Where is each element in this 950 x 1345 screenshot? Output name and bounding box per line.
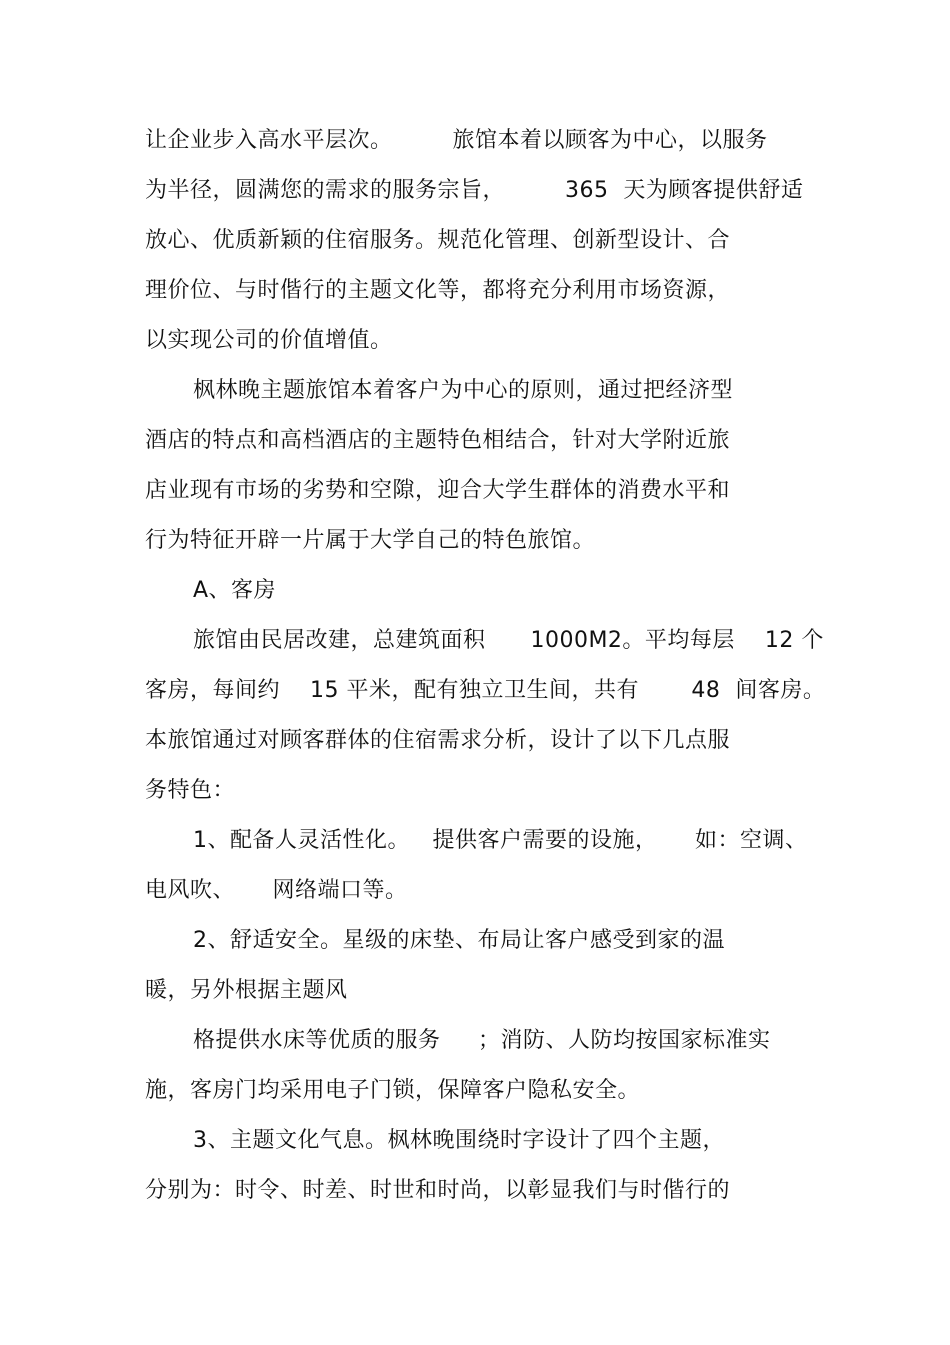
text-line-13: 本旅馆通过对顾客群体的住宿需求分析，设计了以下几点服 [145,728,731,753]
text-line-16: 电风吹、 网络端口等。 [145,878,408,903]
text-line-15: 1、配备人灵活性化。 提供客户需要的设施， 如：空调、 [193,828,808,853]
text-line-11: 旅馆由民居改建，总建筑面积 1000M2。平均每层 12 个 [193,628,824,653]
text-line-12: 客房，每间约 15 平米，配有独立卫生间，共有 48 间客房。 [145,678,826,703]
text-line-7: 酒店的特点和高档酒店的主题特色相结合，针对大学附近旅 [145,428,731,453]
text-line-17: 2、舒适安全。星级的床垫、布局让客户感受到家的温 [193,928,725,953]
text-line-20: 施，客房门均采用电子门锁，保障客户隐私安全。 [145,1078,641,1103]
text-line-21: 3、主题文化气息。枫林晚围绕时字设计了四个主题， [193,1128,725,1153]
text-line-19: 格提供水床等优质的服务 ；消防、人防均按国家标准实 [193,1028,771,1053]
text-line-3: 放心、优质新颖的住宿服务。规范化管理、创新型设计、合 [145,228,731,253]
text-line-14: 务特色： [145,778,236,803]
text-line-1: 让企业步入高水平层次。 旅馆本着以顾客为中心，以服务 [145,128,768,153]
text-line-5: 以实现公司的价值增值。 [145,328,393,353]
text-line-8: 店业现有市场的劣势和空隙，迎合大学生群体的消费水平和 [145,478,731,503]
text-line-9: 行为特征开辟一片属于大学自己的特色旅馆。 [145,528,596,553]
text-line-6: 枫林晚主题旅馆本着客户为中心的原则，通过把经济型 [193,378,734,403]
section-heading: A、客房 [193,578,277,603]
text-line-4: 理价位、与时偕行的主题文化等，都将充分利用市场资源， [145,278,731,303]
text-line-22: 分别为：时令、时差、时世和时尚，以彰显我们与时偕行的 [145,1178,731,1203]
text-line-18: 暖，另外根据主题风 [145,978,348,1003]
text-line-2: 为半径，圆满您的需求的服务宗旨， 365 天为顾客提供舒适 [145,178,804,203]
